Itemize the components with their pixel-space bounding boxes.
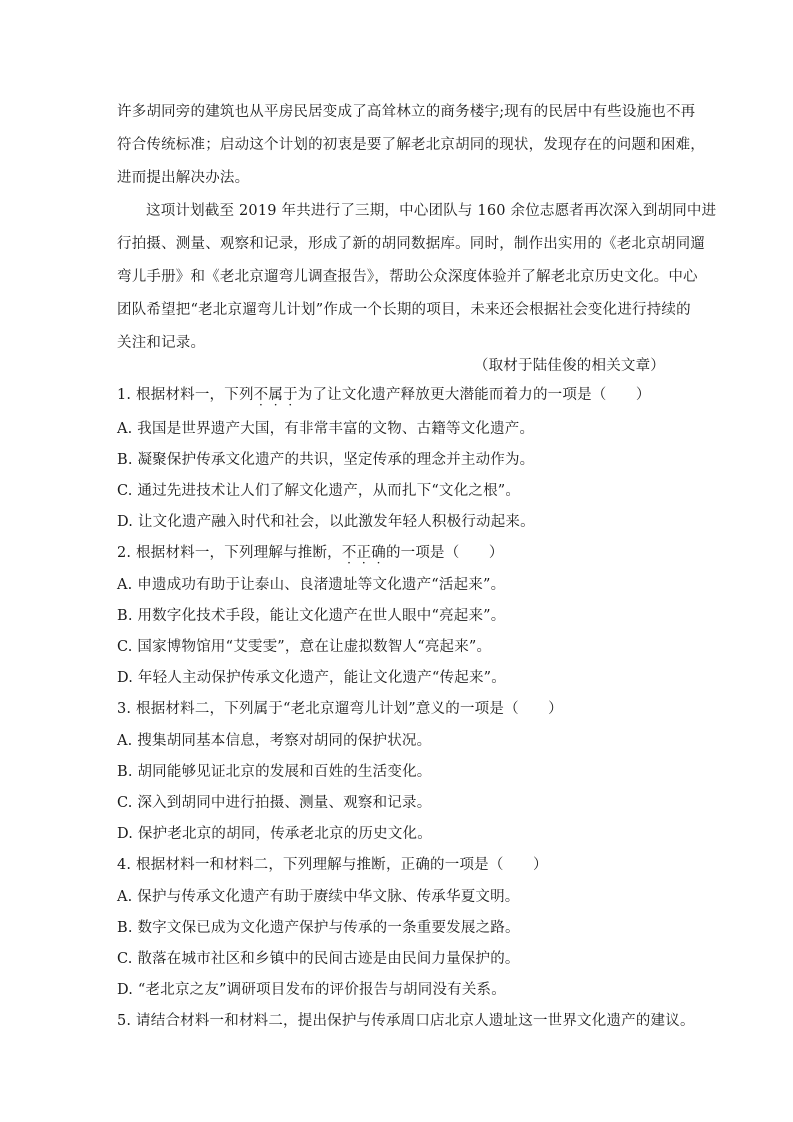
option-c: C. 通过先进技术让人们了解文化遗产，从而扎下“文化之根”。 <box>117 483 521 499</box>
option-a: A. 保护与传承文化遗产有助于赓续中华文脉、传承华夏文明。 <box>117 889 520 905</box>
passage-line: 进而提出解决办法。 <box>117 170 250 186</box>
option-a: A. 申遗成功有助于让泰山、良渚遗址等文化遗产“活起来”。 <box>117 577 506 593</box>
question-1-stem <box>117 383 651 404</box>
emphasis-char: 不 <box>341 545 357 561</box>
stem-text: 2. 根据材料一，下列理解与推断， <box>117 545 342 561</box>
passage-line: 符合传统标准；启动这个计划的初衷是要了解老北京胡同的现状，发现存在的问题和困难， <box>117 137 705 153</box>
option-b: B. 凝聚保护传承文化遗产的共识，坚定传承的理念并主动作为。 <box>117 452 535 468</box>
option-d: D. “老北京之友”调研项目发布的评价报告与胡同没有关系。 <box>117 982 506 998</box>
option-d: D. 让文化遗产融入时代和社会，以此激发年轻人积极行动起来。 <box>117 514 535 530</box>
stem-text: 的一项是（ ） <box>385 545 504 561</box>
question-2-stem <box>117 541 504 562</box>
option-c: C. 国家博物馆用“艾雯雯”，意在让虚拟数智人“亮起来”。 <box>117 639 492 655</box>
option-b: B. 用数字化技术手段，能让文化遗产在世人眼中“亮起来”。 <box>117 608 506 624</box>
stem-text: 为了让文化遗产释放更大潜能而着力的一项是（ ） <box>297 387 651 403</box>
passage-line: 这项计划截至 2019 年共进行了三期，中心团队与 160 余位志愿者再次深入到胡同中进 <box>146 203 717 219</box>
passage-line: 关注和记录。 <box>117 335 206 351</box>
emphasis-char: 属 <box>268 387 284 403</box>
passage-line: 弯儿手册》和《老北京遛弯儿调查报告》，帮助公众深度体验并了解老北京历史文化。中心 <box>117 269 698 285</box>
passage-line: 团队希望把“老北京遛弯儿计划”作成一个长期的项目，未来还会根据社会变化进行持续的 <box>117 302 691 318</box>
option-a: A. 搜集胡同基本信息，考察对胡同的保护状况。 <box>117 733 432 749</box>
emphasis-char: 不 <box>253 387 269 403</box>
stem-text: 1. 根据材料一，下列 <box>117 387 254 403</box>
option-c: C. 深入到胡同中进行拍摄、测量、观察和记录。 <box>117 795 432 811</box>
emphasis-char: 于 <box>283 387 298 403</box>
source-citation: （取材于陆佳俊的相关文章） <box>473 358 665 374</box>
option-c: C. 散落在城市社区和乡镇中的民间古迹是由民间力量保护的。 <box>117 951 520 967</box>
question-4-stem: 4. 根据材料一和材料二，下列理解与推断，正确的一项是（ ） <box>117 857 548 873</box>
option-b: B. 数字文保已成为文化遗产保护与传承的一条重要发展之路。 <box>117 920 520 936</box>
emphasis-char: 正 <box>356 545 372 561</box>
passage-line: 行拍摄、测量、观察和记录，形成了新的胡同数据库。同时，制作出实用的《老北京胡同遛 <box>117 236 705 252</box>
question-5-stem: 5. 请结合材料一和材料二，提出保护与传承周口店北京人遗址这一世界文化遗产的建议。 <box>117 1013 695 1029</box>
option-b: B. 胡同能够见证北京的发展和百姓的生活变化。 <box>117 764 432 780</box>
question-3-stem: 3. 根据材料二，下列属于“老北京遛弯儿计划”意义的一项是（ ） <box>117 701 563 717</box>
option-a: A. 我国是世界遗产大国，有非常丰富的文物、古籍等文化遗产。 <box>117 421 535 437</box>
option-d: D. 年轻人主动保护传承文化遗产，能让文化遗产“传起来”。 <box>117 670 506 686</box>
option-d: D. 保护老北京的胡同，传承老北京的历史文化。 <box>117 826 432 842</box>
passage-line: 许多胡同旁的建筑也从平房民居变成了高耸林立的商务楼宇;现有的民居中有些设施也不再 <box>117 104 696 120</box>
emphasis-char: 确 <box>371 545 386 561</box>
